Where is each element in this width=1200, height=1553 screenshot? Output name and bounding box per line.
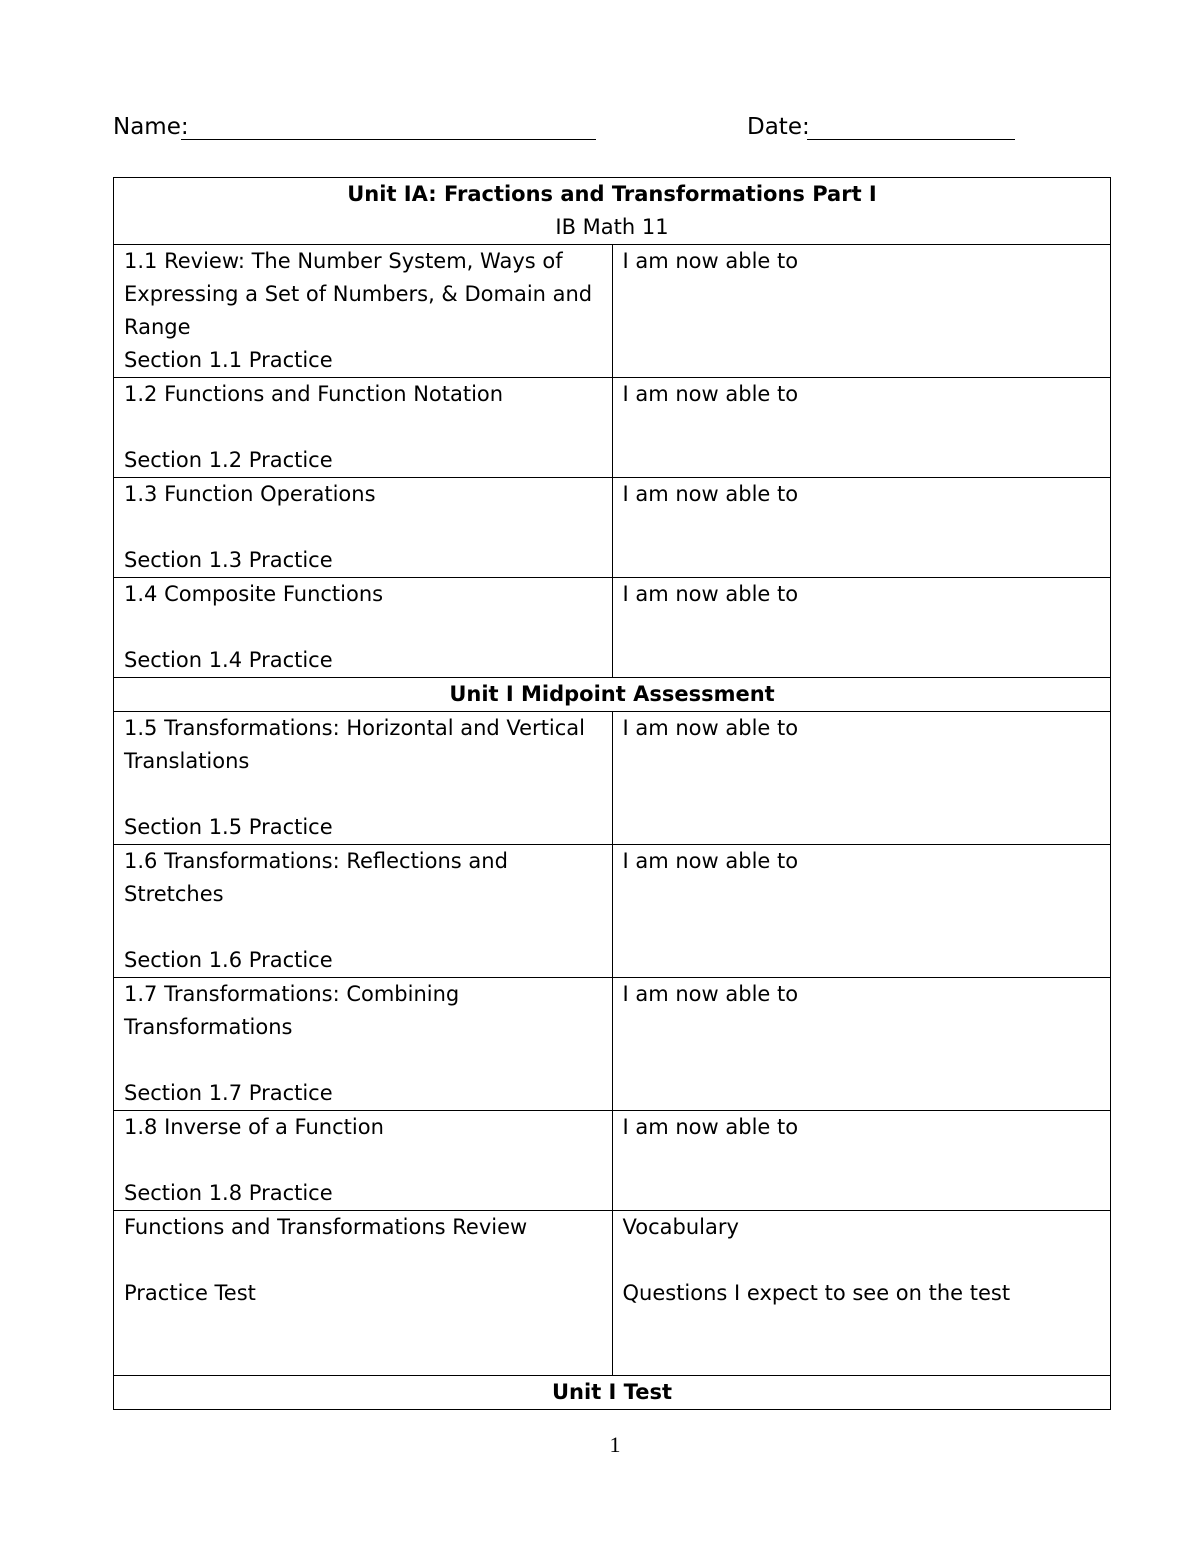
section-topic: 1.3 Function Operations bbox=[124, 482, 376, 506]
vocabulary-label: Vocabulary bbox=[622, 1215, 739, 1239]
reflection-cell-1-5[interactable] bbox=[612, 712, 1111, 845]
practice-test-label: Practice Test bbox=[124, 1281, 256, 1305]
reflection-prompt: I am now able to bbox=[622, 1115, 799, 1139]
section-cell-1-7 bbox=[114, 978, 613, 1111]
reflection-prompt: I am now able to bbox=[622, 382, 799, 406]
reflection-cell-1-2[interactable] bbox=[612, 378, 1111, 478]
date-label: Date: bbox=[747, 114, 810, 140]
page-number: 1 bbox=[609, 1432, 621, 1457]
section-cell-1-6 bbox=[114, 845, 613, 978]
section-practice: Section 1.2 Practice bbox=[124, 448, 333, 472]
section-practice: Section 1.5 Practice bbox=[124, 815, 333, 839]
unit-test-row: Unit I Test bbox=[114, 1376, 1111, 1410]
section-practice: Section 1.1 Practice bbox=[124, 348, 333, 372]
section-topic: 1.7 Transformations: Combining Transformations bbox=[124, 982, 460, 1039]
section-cell-1-2 bbox=[114, 378, 613, 478]
reflection-cell-1-4[interactable] bbox=[612, 578, 1111, 678]
section-topic: 1.8 Inverse of a Function bbox=[124, 1115, 384, 1139]
name-blank-line[interactable] bbox=[181, 139, 596, 140]
section-cell-1-1 bbox=[114, 245, 613, 378]
section-practice: Section 1.3 Practice bbox=[124, 548, 333, 572]
section-cell-1-8 bbox=[114, 1111, 613, 1211]
section-practice: Section 1.6 Practice bbox=[124, 948, 333, 972]
reflection-prompt: I am now able to bbox=[622, 849, 799, 873]
reflection-prompt: I am now able to bbox=[622, 982, 799, 1006]
section-practice: Section 1.8 Practice bbox=[124, 1181, 333, 1205]
unit-plan-table bbox=[113, 177, 1111, 1410]
section-topic: 1.5 Transformations: Horizontal and Vertical Translations bbox=[124, 716, 586, 773]
reflection-cell-1-3[interactable] bbox=[612, 478, 1111, 578]
section-topic: 1.6 Transformations: Reflections and Stretches bbox=[124, 849, 508, 906]
reflection-prompt: I am now able to bbox=[622, 716, 799, 740]
review-label: Functions and Transformations Review bbox=[124, 1215, 528, 1239]
table-title-cell bbox=[114, 178, 1111, 245]
section-practice: Section 1.7 Practice bbox=[124, 1081, 333, 1105]
reflection-prompt: I am now able to bbox=[622, 582, 799, 606]
reflection-cell-1-6[interactable] bbox=[612, 845, 1111, 978]
section-cell-1-3 bbox=[114, 478, 613, 578]
section-cell-1-5 bbox=[114, 712, 613, 845]
date-blank-line[interactable] bbox=[807, 139, 1015, 140]
reflection-prompt: I am now able to bbox=[622, 482, 799, 506]
header-fields bbox=[113, 112, 1016, 146]
section-cell-1-4 bbox=[114, 578, 613, 678]
section-topic: 1.1 Review: The Number System, Ways of Expressing a Set of Numbers, & Domain and Range bbox=[124, 249, 593, 339]
name-label: Name: bbox=[113, 114, 189, 140]
reflection-cell-1-1[interactable] bbox=[612, 245, 1111, 378]
review-cell bbox=[114, 1211, 613, 1376]
course-subtitle: IB Math 11 bbox=[555, 215, 669, 239]
unit-title: Unit IA: Fractions and Transformations Part I bbox=[347, 182, 877, 206]
section-practice: Section 1.4 Practice bbox=[124, 648, 333, 672]
expected-questions-label: Questions I expect to see on the test bbox=[622, 1281, 1011, 1305]
section-topic: 1.4 Composite Functions bbox=[124, 582, 384, 606]
reflection-cell-1-8[interactable] bbox=[612, 1111, 1111, 1211]
reflection-cell-1-7[interactable] bbox=[612, 978, 1111, 1111]
section-topic: 1.2 Functions and Function Notation bbox=[124, 382, 504, 406]
vocabulary-cell[interactable] bbox=[612, 1211, 1111, 1376]
midpoint-assessment-row: Unit I Midpoint Assessment bbox=[114, 678, 1111, 712]
reflection-prompt: I am now able to bbox=[622, 249, 799, 273]
